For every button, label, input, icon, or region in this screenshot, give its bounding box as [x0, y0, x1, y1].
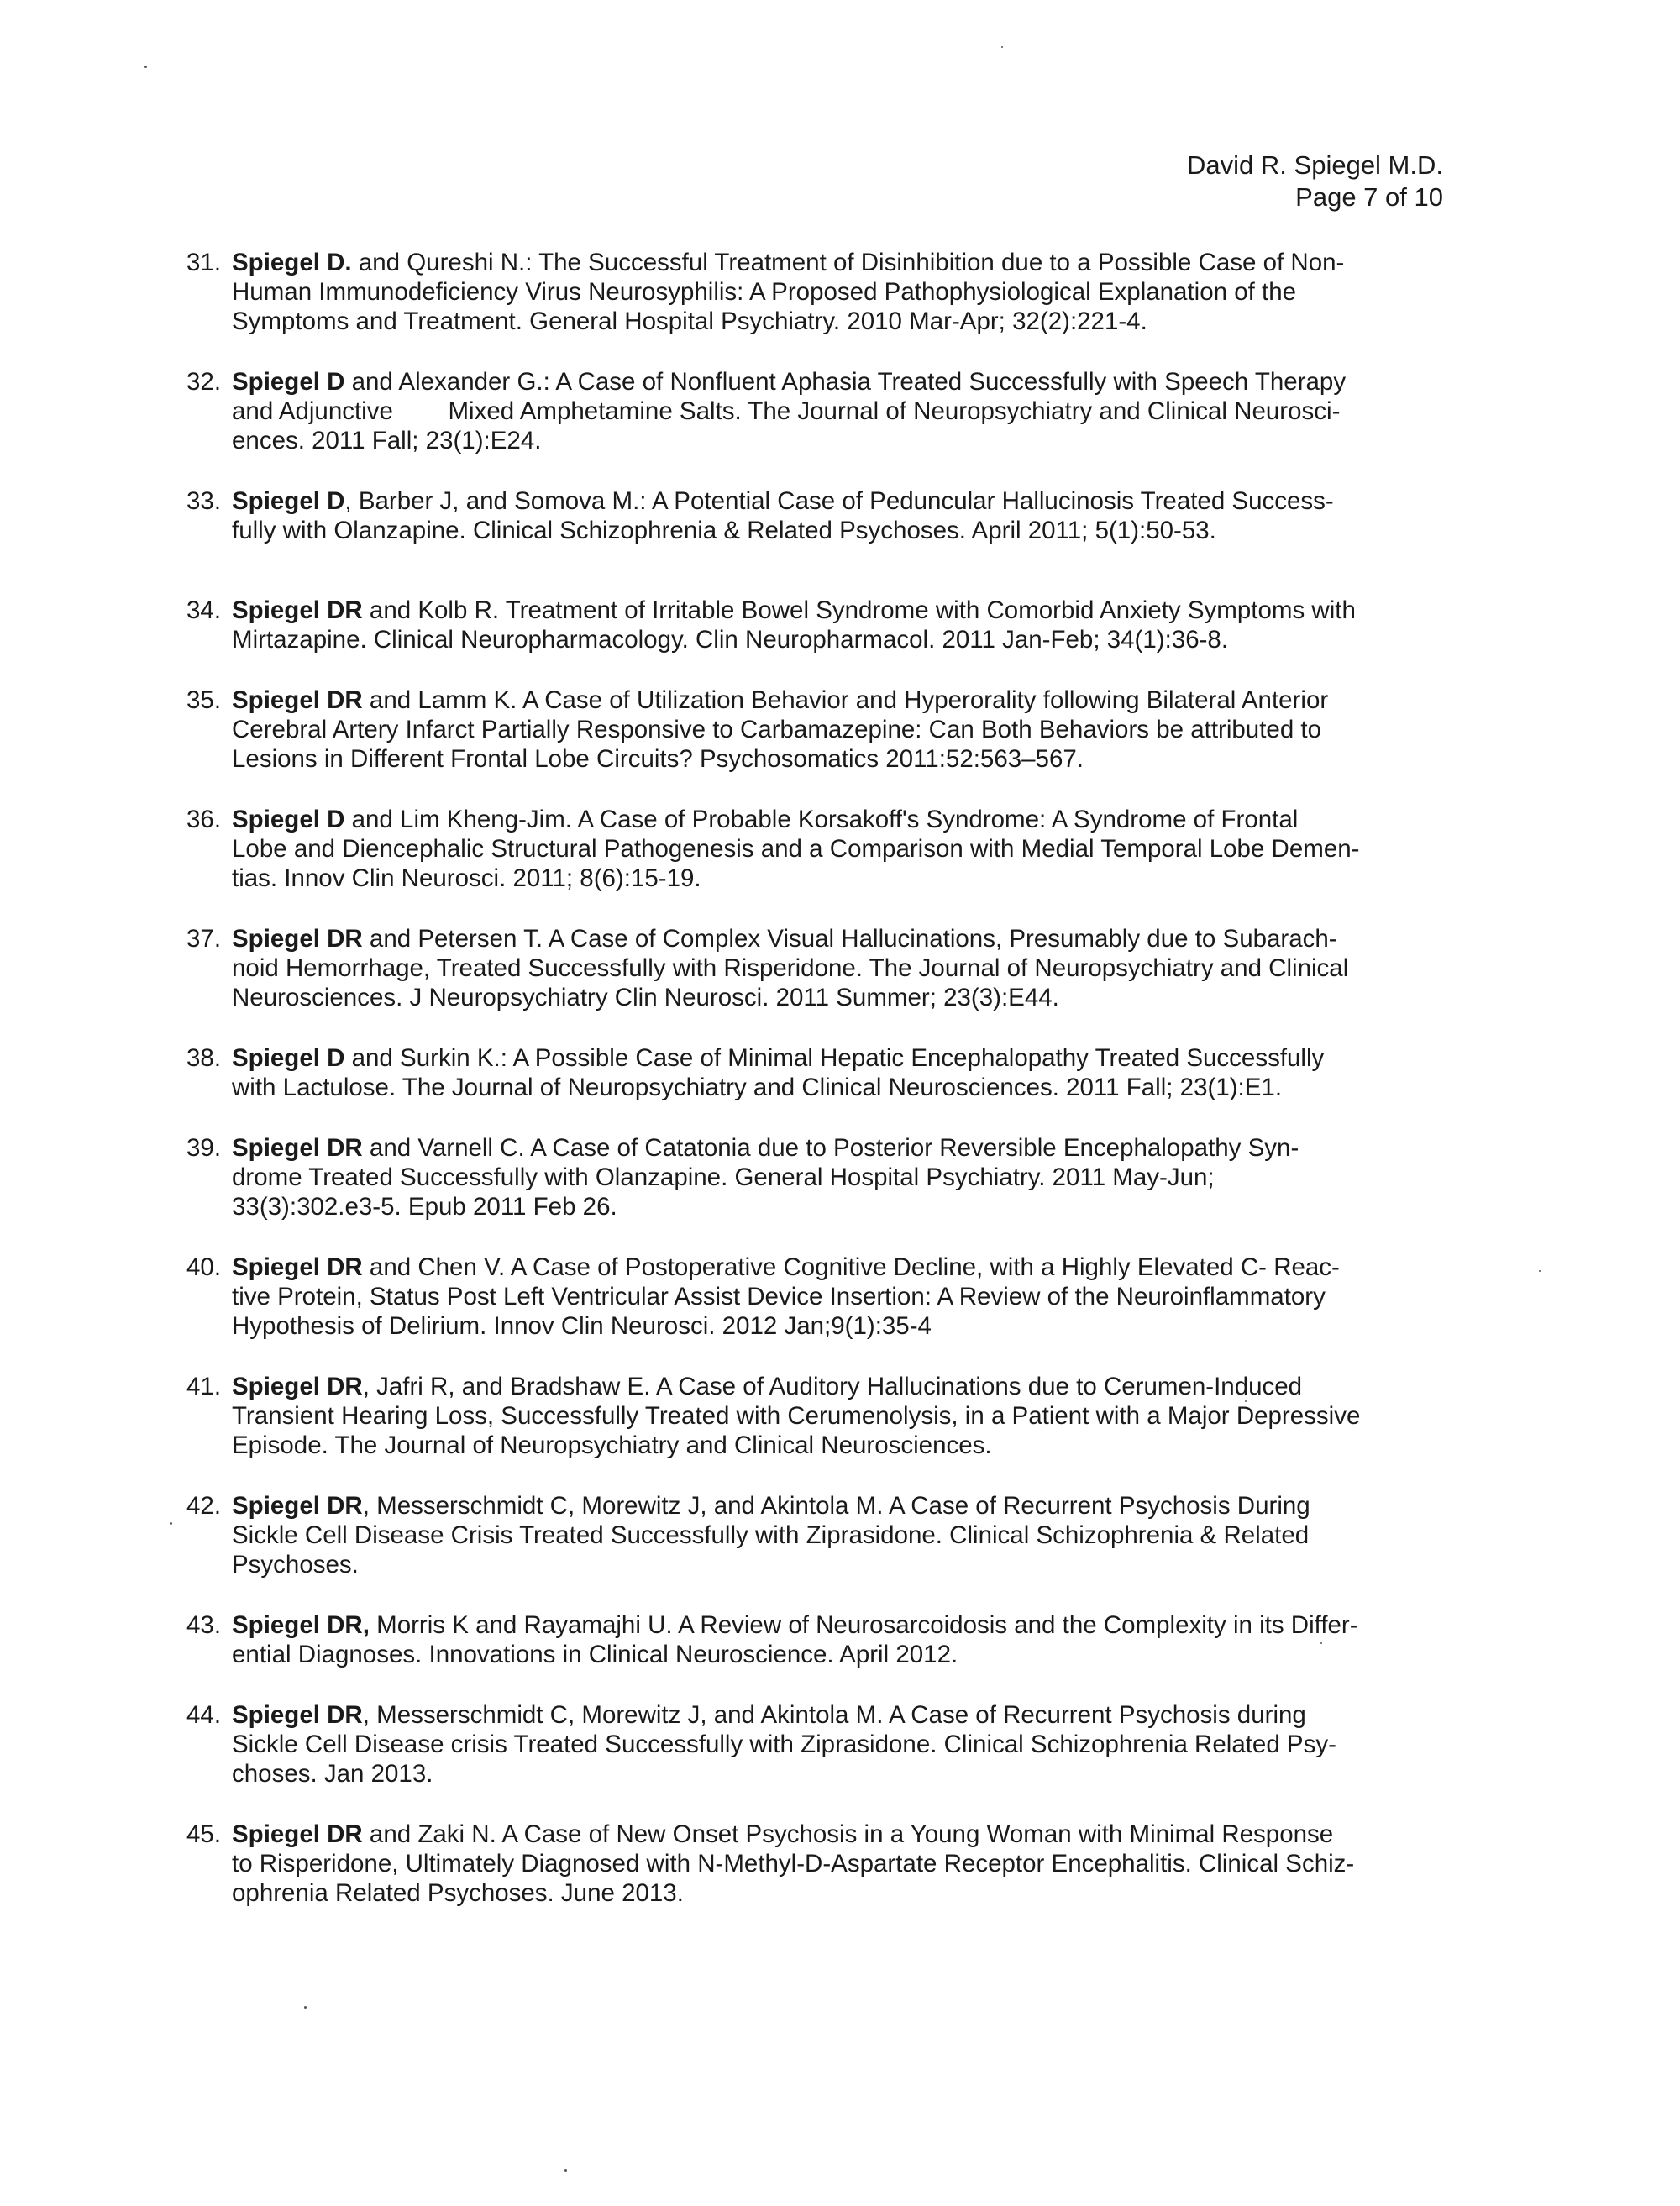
reference-author: Spiegel DR: [232, 1373, 363, 1400]
reference-number: 43.: [186, 1611, 222, 1639]
reference-line: [232, 367, 1446, 397]
reference-text: Morris K and Rayamajhi U. A Review of Neurosarcoidosis and the Complexity in its Differ-: [369, 1611, 1358, 1639]
reference-text: and Petersen T. A Case of Complex Visual Hallucinations, Presumably due to Subarach-: [362, 925, 1337, 953]
reference-line: [232, 924, 1446, 953]
reference-item-36: [186, 805, 1446, 893]
reference-number: 38.: [186, 1044, 222, 1072]
reference-line: [232, 1610, 1446, 1640]
reference-item-44: [186, 1700, 1446, 1788]
reference-text: and Lim Kheng-Jim. A Case of Probable Korsakoff's Syndrome: A Syndrome of Frontal: [344, 806, 1299, 833]
reference-line: [232, 1491, 1446, 1521]
reference-author: Spiegel D: [232, 487, 345, 515]
reference-number: 35.: [186, 686, 222, 714]
reference-item-39: [186, 1133, 1446, 1221]
reference-text: and Alexander G.: A Case of Nonfluent Aphasia Treated Successfully with Speech Therapy: [344, 368, 1347, 396]
reference-line: noid Hemorrhage, Treated Successfully with Risperidone. The Journal of Neuropsychiatry and Clinical: [232, 954, 1349, 982]
reference-list: [186, 248, 1446, 1908]
reference-item-35: [186, 685, 1446, 774]
reference-author: Spiegel DR: [232, 1701, 363, 1729]
reference-text: and Varnell C. A Case of Catatonia due to Posterior Reversible Encephalopathy Syn-: [362, 1134, 1299, 1162]
reference-author: Spiegel D: [232, 368, 345, 396]
reference-line: Hypothesis of Delirium. Innov Clin Neurosci. 2012 Jan;9(1):35-4: [232, 1312, 932, 1340]
reference-text: , Messerschmidt C, Morewitz J, and Akintola M. A Case of Recurrent Psychosis during: [362, 1701, 1306, 1729]
reference-number: 44.: [186, 1701, 222, 1729]
reference-number: 34.: [186, 596, 222, 624]
reference-author: Spiegel DR: [232, 596, 363, 624]
reference-line: Sickle Cell Disease Crisis Treated Successfully with Ziprasidone. Clinical Schizophrenia & Related: [232, 1521, 1310, 1549]
reference-item-37: [186, 924, 1446, 1012]
reference-line: choses. Jan 2013.: [232, 1760, 433, 1788]
reference-number: 45.: [186, 1820, 222, 1848]
reference-line: [232, 805, 1446, 834]
reference-item-45: [186, 1820, 1446, 1908]
reference-text: and Chen V. A Case of Postoperative Cognitive Decline, with a Highly Elevated C- Reac-: [362, 1253, 1340, 1281]
reference-line: ophrenia Related Psychoses. June 2013.: [232, 1879, 684, 1907]
reference-line: [232, 596, 1446, 625]
reference-text: and Kolb R. Treatment of Irritable Bowel Syndrome with Comorbid Anxiety Symptoms with: [362, 596, 1356, 624]
reference-number: 40.: [186, 1253, 222, 1281]
reference-number: 37.: [186, 925, 222, 953]
reference-author: Spiegel DR: [232, 1134, 363, 1162]
reference-line: to Risperidone, Ultimately Diagnosed with N-Methyl-D-Aspartate Receptor Encephalitis. Clinical Schiz-: [232, 1850, 1355, 1878]
reference-author: Spiegel D: [232, 806, 345, 833]
reference-author: Spiegel DR: [232, 925, 363, 953]
reference-item-40: [186, 1253, 1446, 1341]
reference-number: 41.: [186, 1373, 222, 1400]
reference-line: 33(3):302.e3-5. Epub 2011 Feb 26.: [232, 1193, 617, 1221]
reference-author: Spiegel DR,: [232, 1611, 370, 1639]
reference-item-31: [186, 248, 1446, 336]
author-name: David R. Spiegel M.D.: [1187, 150, 1443, 180]
scan-speck: [1001, 46, 1003, 48]
reference-number: 31.: [186, 249, 222, 276]
reference-item-41: [186, 1372, 1446, 1460]
reference-line: Mirtazapine. Clinical Neuropharmacology. Clin Neuropharmacol. 2011 Jan-Feb; 34(1):36-8.: [232, 626, 1229, 654]
reference-item-34: [186, 596, 1446, 654]
reference-author: Spiegel DR: [232, 1820, 363, 1848]
reference-line: [232, 1372, 1446, 1401]
reference-item-33: [186, 486, 1446, 545]
reference-author: Spiegel D.: [232, 249, 352, 276]
reference-line: Episode. The Journal of Neuropsychiatry and Clinical Neurosciences.: [232, 1431, 992, 1459]
reference-line: [232, 486, 1446, 516]
reference-line: [232, 1253, 1446, 1282]
reference-text: and Surkin K.: A Possible Case of Minimal Hepatic Encephalopathy Treated Successfully: [344, 1044, 1325, 1072]
reference-item-38: [186, 1043, 1446, 1102]
reference-line: fully with Olanzapine. Clinical Schizophrenia & Related Psychoses. April 2011; 5(1):50-53.: [232, 517, 1216, 544]
reference-number: 32.: [186, 368, 222, 396]
reference-author: Spiegel DR: [232, 1492, 363, 1520]
scan-speck: [144, 66, 147, 68]
reference-line: tias. Innov Clin Neurosci. 2011; 8(6):15-19.: [232, 864, 701, 892]
scan-speck: [564, 2169, 567, 2172]
reference-line: Human Immunodeficiency Virus Neurosyphilis: A Proposed Pathophysiological Explanation of the: [232, 278, 1297, 306]
reference-line: Symptoms and Treatment. General Hospital Psychiatry. 2010 Mar-Apr; 32(2):221-4.: [232, 307, 1147, 335]
scan-speck: [170, 1522, 172, 1525]
scan-speck: [304, 2006, 307, 2009]
reference-text: and Lamm K. A Case of Utilization Behavior and Hyperorality following Bilateral Anterior: [362, 686, 1329, 714]
reference-text: , Barber J, and Somova M.: A Potential Case of Peduncular Hallucinosis Treated Success-: [344, 487, 1334, 515]
reference-author: Spiegel D: [232, 1044, 345, 1072]
reference-line: Sickle Cell Disease crisis Treated Successfully with Ziprasidone. Clinical Schizophrenia Related Psy-: [232, 1731, 1336, 1758]
reference-text: and Zaki N. A Case of New Onset Psychosis in a Young Woman with Minimal Response: [362, 1820, 1334, 1848]
reference-line: Neurosciences. J Neuropsychiatry Clin Neurosci. 2011 Summer; 23(3):E44.: [232, 984, 1059, 1011]
reference-line: drome Treated Successfully with Olanzapine. General Hospital Psychiatry. 2011 May-Jun;: [232, 1163, 1215, 1191]
reference-number: 36.: [186, 806, 222, 833]
reference-line: [232, 1820, 1446, 1849]
reference-line: tive Protein, Status Post Left Ventricular Assist Device Insertion: A Review of the Neuroinflammatory: [232, 1283, 1326, 1310]
reference-line: Lobe and Diencephalic Structural Pathogenesis and a Comparison with Medial Temporal Lobe Demen-: [232, 835, 1360, 863]
reference-line: ential Diagnoses. Innovations in Clinical Neuroscience. April 2012.: [232, 1641, 958, 1668]
reference-line: Transient Hearing Loss, Successfully Treated with Cerumenolysis, in a Patient with a Major Depressive: [232, 1402, 1361, 1430]
reference-line: [232, 1133, 1446, 1163]
reference-item-42: [186, 1491, 1446, 1579]
reference-author: Spiegel DR: [232, 686, 363, 714]
reference-line: [232, 1700, 1446, 1730]
reference-item-32: [186, 367, 1446, 455]
reference-line: [232, 685, 1446, 715]
reference-line: with Lactulose. The Journal of Neuropsychiatry and Clinical Neurosciences. 2011 Fall; 23(1):E1.: [232, 1074, 1283, 1101]
reference-number: 39.: [186, 1134, 222, 1162]
reference-line: Lesions in Different Frontal Lobe Circuits? Psychosomatics 2011:52:563–567.: [232, 745, 1084, 773]
scan-speck: [1539, 1270, 1541, 1272]
reference-line: [232, 1043, 1446, 1073]
reference-line: ences. 2011 Fall; 23(1):E24.: [232, 427, 542, 454]
page-header: [1187, 150, 1443, 213]
reference-number: 42.: [186, 1492, 222, 1520]
reference-item-43: [186, 1610, 1446, 1669]
reference-line: [232, 248, 1446, 277]
reference-number: 33.: [186, 487, 222, 515]
reference-text: , Messerschmidt C, Morewitz J, and Akintola M. A Case of Recurrent Psychosis During: [362, 1492, 1310, 1520]
page-number: Page 7 of 10: [1295, 182, 1443, 212]
reference-text: , Jafri R, and Bradshaw E. A Case of Auditory Hallucinations due to Cerumen-Induced: [362, 1373, 1303, 1400]
reference-author: Spiegel DR: [232, 1253, 363, 1281]
reference-line: Psychoses.: [232, 1551, 359, 1578]
reference-text: and Qureshi N.: The Successful Treatment of Disinhibition due to a Possible Case of Non-: [351, 249, 1345, 276]
reference-line: Cerebral Artery Infarct Partially Responsive to Carbamazepine: Can Both Behaviors be attributed to: [232, 716, 1322, 743]
reference-line: and Adjunctive Mixed Amphetamine Salts. The Journal of Neuropsychiatry and Clinical Neurosci-: [232, 397, 1341, 425]
